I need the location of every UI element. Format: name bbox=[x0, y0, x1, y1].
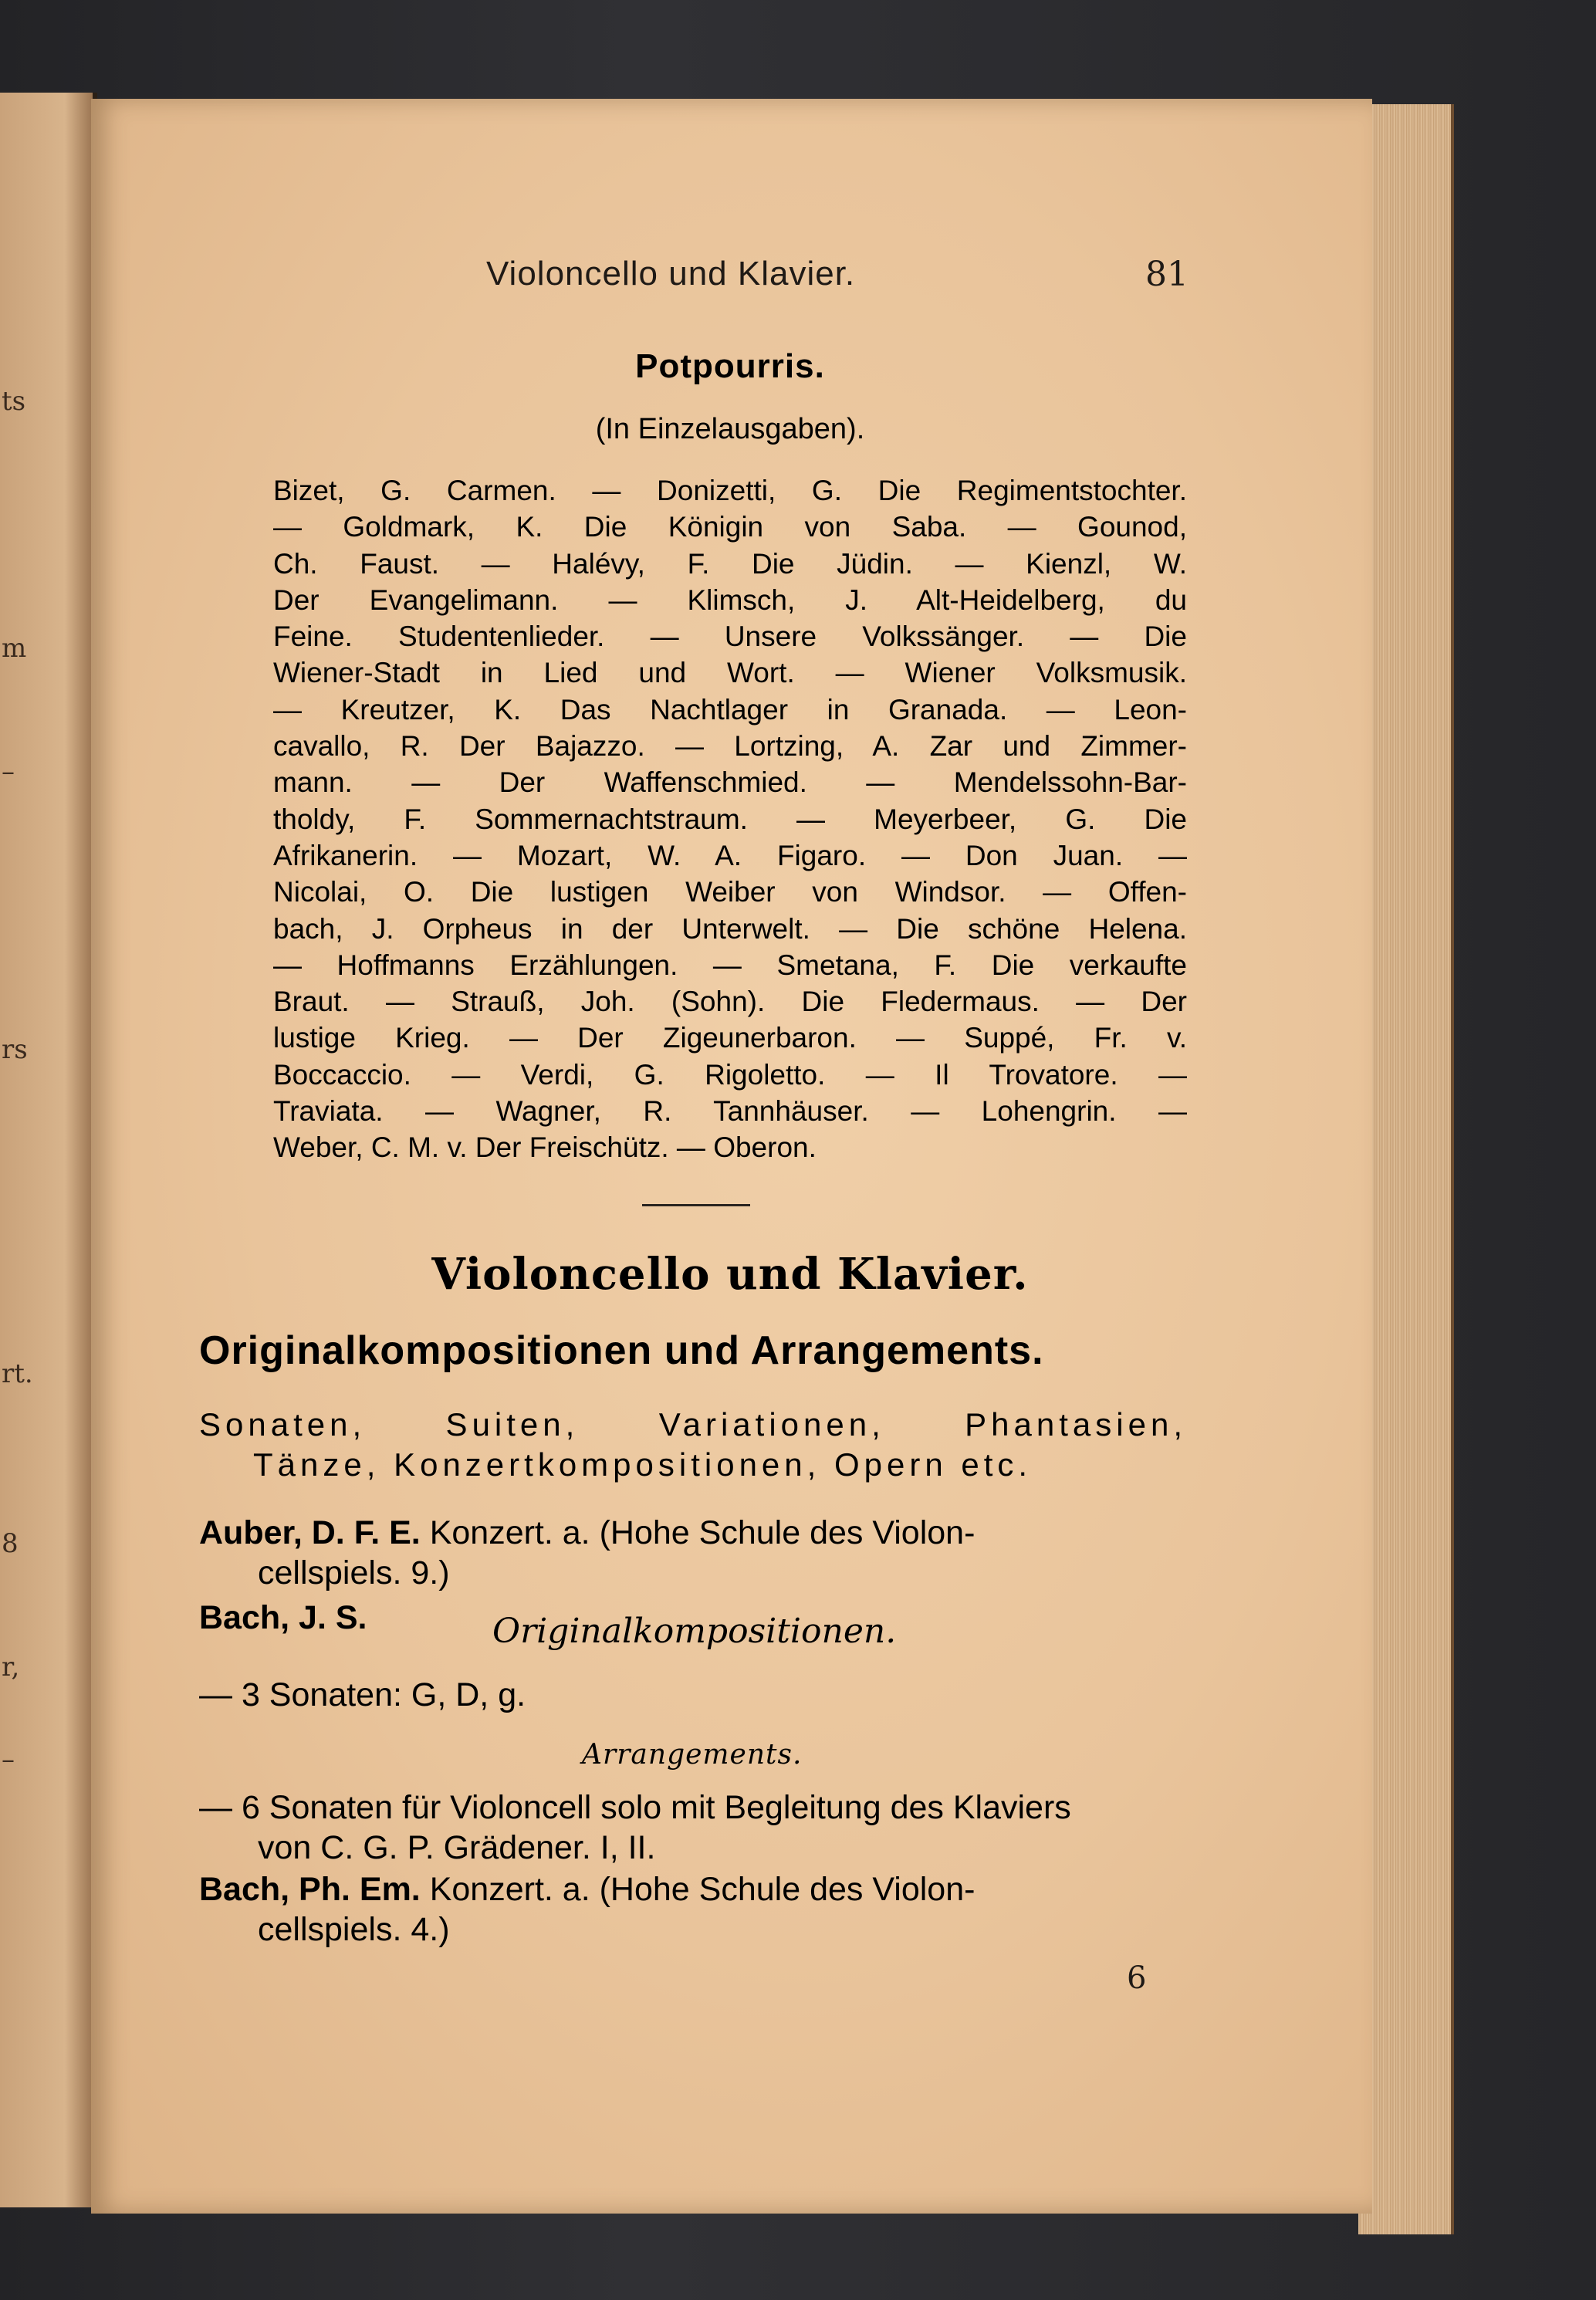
potpourri-line: Feine. Studentenlieder. — Unsere Volkssänger. — Die bbox=[273, 621, 1187, 653]
composer-name: Bach, J. S. bbox=[199, 1599, 367, 1636]
signature-mark: 6 bbox=[1127, 1960, 1147, 1996]
genre-line: Tänze, Konzertkompositionen, Opern etc. bbox=[253, 1446, 1033, 1483]
potpourri-line: Afrikanerin. — Mozart, W. A. Figaro. — Don Juan. — bbox=[273, 839, 1187, 871]
potpourri-line: — Kreutzer, K. Das Nachtlager in Granada. — Leon- bbox=[273, 693, 1187, 726]
entry-continuation: cellspiels. 9.) bbox=[258, 1554, 450, 1591]
composer-name: Auber, D. F. E. bbox=[199, 1514, 421, 1551]
left-page-fragment: – bbox=[2, 756, 15, 787]
section-title: Violoncello und Klavier. bbox=[431, 1249, 1029, 1300]
subheading-original: Originalkompositionen. bbox=[492, 1612, 897, 1651]
running-header bbox=[486, 255, 1189, 301]
entry-bach-ph bbox=[199, 1869, 1187, 1950]
page-edges bbox=[1358, 104, 1454, 2234]
left-page-fragment: – bbox=[2, 1744, 15, 1775]
section-divider bbox=[642, 1204, 750, 1206]
entry-text: Konzert. a. (Hohe Schule des Violon- bbox=[429, 1514, 976, 1551]
potpourri-heading: Potpourris. bbox=[635, 347, 825, 385]
left-page-fragment: 8 bbox=[2, 1528, 19, 1559]
potpourri-line: tholdy, F. Sommernachtstraum. — Meyerbeer, G. Die bbox=[273, 803, 1187, 835]
potpourri-line: Weber, C. M. v. Der Freischütz. — Oberon. bbox=[273, 1131, 817, 1164]
potpourri-line: Boccaccio. — Verdi, G. Rigoletto. — Il Trovatore. — bbox=[273, 1058, 1187, 1091]
potpourri-line: — Goldmark, K. Die Königin von Saba. — Gounod, bbox=[273, 511, 1187, 543]
potpourri-line: Traviata. — Wagner, R. Tannhäuser. — Lohengrin. — bbox=[273, 1095, 1187, 1128]
entry-continuation: von C. G. P. Grädener. I, II. bbox=[258, 1829, 656, 1866]
potpourri-line: Bizet, G. Carmen. — Donizetti, G. Die Regimentstochter. bbox=[273, 475, 1187, 506]
header-title: Violoncello und Klavier. bbox=[486, 255, 856, 293]
genre-line: Sonaten, Suiten, Variationen, Phantasien, bbox=[199, 1406, 1187, 1443]
potpourri-line: Ch. Faust. — Halévy, F. Die Jüdin. — Kienzl, W. bbox=[273, 547, 1187, 580]
entry-bach-sonatas bbox=[199, 1675, 1187, 1715]
entry-continuation: cellspiels. 4.) bbox=[258, 1911, 450, 1948]
left-page-fragment: m bbox=[2, 633, 27, 664]
left-page-fragment: rs bbox=[2, 1034, 28, 1065]
genre-list bbox=[199, 1405, 1187, 1485]
potpourri-subheading: (In Einzelausgaben). bbox=[595, 413, 865, 445]
subheading-arrangements: Arrangements. bbox=[582, 1739, 803, 1771]
potpourri-line: Wiener-Stadt in Lied und Wort. — Wiener Volksmusik. bbox=[273, 657, 1187, 689]
section-subtitle: Originalkompositionen und Arrangements. bbox=[199, 1328, 1044, 1373]
left-page-fragment: ts bbox=[2, 386, 26, 417]
left-page-edge bbox=[0, 93, 97, 2207]
potpourri-line: — Hoffmanns Erzählungen. — Smetana, F. Die verkaufte bbox=[273, 949, 1187, 981]
left-page-fragment: rt. bbox=[2, 1358, 33, 1389]
entry-text: Konzert. a. (Hohe Schule des Violon- bbox=[429, 1871, 976, 1908]
page-number: 81 bbox=[1145, 255, 1189, 294]
potpourri-list bbox=[273, 472, 1187, 1166]
entry-text: — 6 Sonaten für Violoncell solo mit Begleitung des Klaviers bbox=[199, 1789, 1071, 1826]
entry-bach-6-sonatas bbox=[199, 1788, 1187, 1868]
potpourri-line: Der Evangelimann. — Klimsch, J. Alt-Heidelberg, du bbox=[273, 583, 1187, 616]
left-page-fragment: r, bbox=[2, 1652, 20, 1683]
composer-name: Bach, Ph. Em. bbox=[199, 1871, 421, 1908]
potpourri-line: bach, J. Orpheus in der Unterwelt. — Die schöne Helena. bbox=[273, 912, 1187, 945]
potpourri-line: mann. — Der Waffenschmied. — Mendelssohn-Bar- bbox=[273, 766, 1187, 799]
potpourri-line: cavallo, R. Der Bajazzo. — Lortzing, A. Zar und Zimmer- bbox=[273, 730, 1187, 763]
potpourri-line: Braut. — Strauß, Joh. (Sohn). Die Fledermaus. — Der bbox=[273, 986, 1187, 1018]
entry-text: — 3 Sonaten: G, D, g. bbox=[199, 1676, 526, 1713]
potpourri-line: Nicolai, O. Die lustigen Weiber von Windsor. — Offen- bbox=[273, 876, 1187, 908]
entry-auber bbox=[199, 1513, 1187, 1593]
potpourri-line: lustige Krieg. — Der Zigeunerbaron. — Suppé, Fr. v. bbox=[273, 1022, 1187, 1054]
